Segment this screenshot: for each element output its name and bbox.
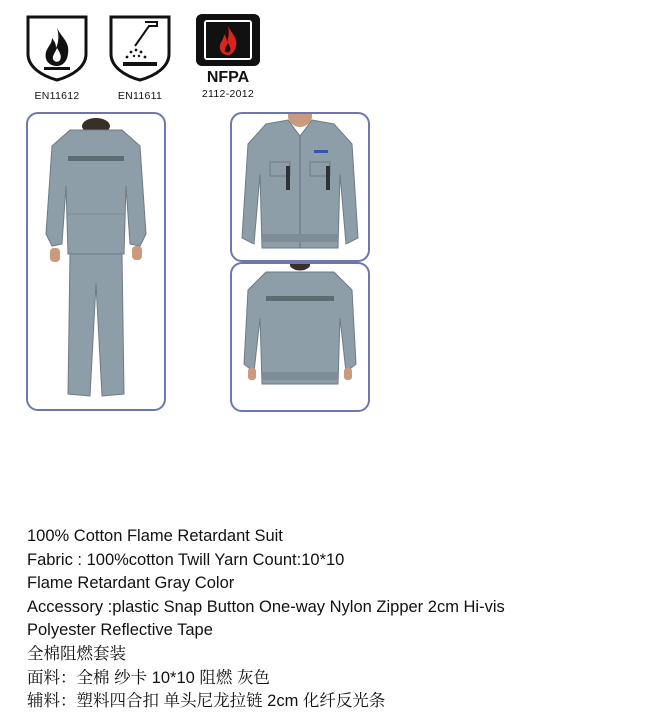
cert-nfpa — [190, 12, 266, 100]
description-line: 全棉阻燃套装 — [27, 644, 126, 663]
cert-en11612 — [20, 12, 94, 102]
cert-label: EN11611 — [117, 90, 163, 102]
description-line: 100% Cotton Flame Retardant Suit — [27, 527, 283, 545]
description-line: Accessory :plastic Snap Button One-way Nylon Zipper 2cm Hi-vis — [27, 597, 505, 616]
welding-shield-icon — [105, 12, 175, 82]
cert-label: 2112-2012 — [201, 88, 255, 100]
description-line: 辅料：塑料四合扣 单头尼龙拉链 2cm 化纤反光条 — [27, 692, 386, 711]
description-line: 面料：全棉 纱卡 10*10 阻燃 灰色 — [27, 668, 270, 687]
back-full-suit-photo — [26, 112, 166, 411]
product-description — [27, 525, 505, 714]
description-line: Polyester Reflective Tape — [27, 621, 213, 640]
flame-shield-icon — [22, 12, 92, 82]
nfpa-logo-text: NFPA — [206, 69, 250, 84]
back-jacket-photo — [230, 262, 370, 412]
description-line: Fabric : 100%cotton Twill Yarn Count:10*10 — [27, 550, 345, 569]
description-line: Flame Retardant Gray Color — [27, 574, 235, 593]
front-jacket-photo — [230, 112, 370, 262]
cert-en11611 — [103, 12, 177, 102]
cert-label: EN11612 — [34, 90, 80, 102]
nfpa-logo — [192, 12, 264, 84]
